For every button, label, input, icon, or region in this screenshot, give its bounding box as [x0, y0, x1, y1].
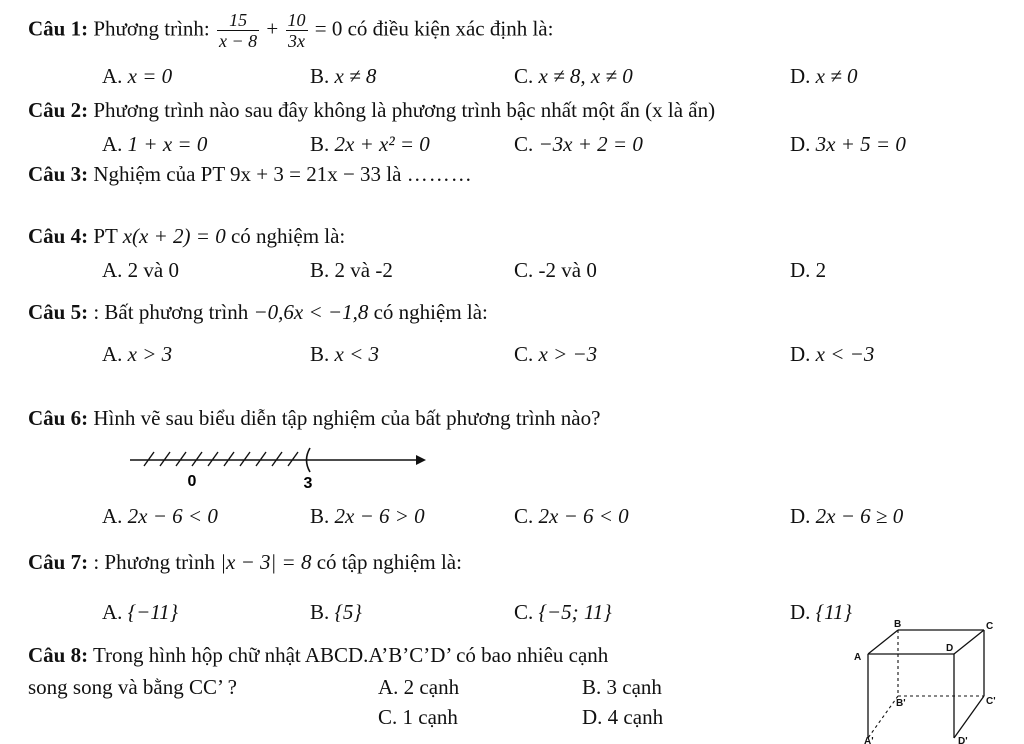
- question-3: [28, 162, 473, 186]
- answer-blank[interactable]: ………: [406, 162, 473, 186]
- q1-option-b[interactable]: B. x ≠ 8: [310, 64, 377, 88]
- arrow-head-icon: [416, 455, 426, 465]
- vertex-label-b-prime: B': [896, 698, 906, 709]
- question-5-tail: có nghiệm là:: [373, 300, 488, 324]
- vertex-label-d: D: [946, 643, 954, 654]
- question-2-label: Câu 2:: [28, 98, 89, 122]
- fraction-1-denominator: x − 8: [219, 31, 258, 51]
- fraction-1-numerator: 15: [217, 10, 259, 31]
- q7-option-c[interactable]: C. {−5; 11}: [514, 600, 612, 624]
- hatched-region: [144, 452, 298, 466]
- question-5-expression: −0,6x < −1,8: [253, 300, 369, 324]
- q6-option-c[interactable]: C. 2x − 6 < 0: [514, 504, 629, 528]
- q1-option-d[interactable]: D. x ≠ 0: [790, 64, 858, 88]
- question-3-label: Câu 3:: [28, 162, 89, 186]
- vertex-label-a: A: [854, 652, 862, 663]
- question-8-label: Câu 8:: [28, 643, 89, 667]
- number-line: [120, 440, 430, 496]
- q2-option-a[interactable]: A. 1 + x = 0: [102, 132, 208, 156]
- question-7: [28, 550, 462, 574]
- fraction-1: [217, 10, 259, 51]
- q4-option-c[interactable]: C. -2 và 0: [514, 258, 597, 282]
- question-7-tail: có tập nghiệm là:: [316, 550, 462, 574]
- vertex-label-c-prime: C': [986, 696, 996, 707]
- axis-label-three: 3: [303, 475, 313, 492]
- q2-option-d[interactable]: D. 3x + 5 = 0: [790, 132, 906, 156]
- question-3-text: Nghiệm của PT 9x + 3 = 21x − 33 là: [93, 162, 402, 186]
- q2-option-b[interactable]: B. 2x + x² = 0: [310, 132, 430, 156]
- question-5-text: : Bất phương trình: [93, 300, 249, 324]
- question-6-text: Hình vẽ sau biểu diễn tập nghiệm của bất phương trình nào?: [93, 406, 601, 430]
- question-5: [28, 300, 488, 324]
- question-4-tail: có nghiệm là:: [230, 224, 346, 248]
- q4-option-d[interactable]: D. 2: [790, 258, 827, 282]
- question-4-text: PT: [93, 224, 118, 248]
- question-4-expression: x(x + 2) = 0: [122, 224, 226, 248]
- question-7-text: : Phương trình: [93, 550, 216, 574]
- question-2: [28, 98, 715, 122]
- q5-option-c[interactable]: C. x > −3: [514, 342, 598, 366]
- question-4-label: Câu 4:: [28, 224, 89, 248]
- question-4: [28, 224, 345, 248]
- question-6: [28, 406, 600, 430]
- question-7-expression: |x − 3| = 8: [220, 550, 312, 574]
- q7-option-b[interactable]: B. {5}: [310, 600, 362, 624]
- plus-sign: +: [266, 16, 279, 41]
- question-8-text: Trong hình hộp chữ nhật ABCD.A’B’C’D’ có bao nhiêu cạnh: [92, 643, 609, 667]
- question-7-label: Câu 7:: [28, 550, 89, 574]
- equals-zero: = 0: [314, 16, 343, 41]
- question-8-line-2: song song và bằng CC’ ?: [28, 675, 238, 699]
- question-2-text: Phương trình nào sau đây không là phương trình bậc nhất một ẩn (x là ẩn): [93, 98, 716, 122]
- q1-option-a[interactable]: A. x = 0: [102, 64, 173, 88]
- q8-option-a[interactable]: A. 2 cạnh: [378, 675, 460, 699]
- question-6-label: Câu 6:: [28, 406, 89, 430]
- q7-option-d[interactable]: D. {11}: [790, 600, 852, 624]
- vertex-label-a-prime: A': [864, 736, 874, 744]
- q8-option-c[interactable]: C. 1 cạnh: [378, 705, 458, 729]
- q2-option-c[interactable]: C. −3x + 2 = 0: [514, 132, 643, 156]
- vertex-label-d-prime: D': [958, 736, 968, 744]
- vertex-label-c: C: [986, 621, 994, 632]
- fraction-2-numerator: 10: [287, 10, 306, 30]
- fraction-2: [286, 10, 308, 51]
- question-5-label: Câu 5:: [28, 300, 89, 324]
- question-1-text: Phương trình:: [93, 16, 210, 41]
- fraction-2-denominator: 3x: [288, 31, 305, 51]
- q6-option-b[interactable]: B. 2x − 6 > 0: [310, 504, 425, 528]
- q5-option-a[interactable]: A. x > 3: [102, 342, 173, 366]
- axis-label-zero: 0: [187, 473, 197, 490]
- q8-option-b[interactable]: B. 3 cạnh: [582, 675, 662, 699]
- question-1-label: Câu 1:: [28, 16, 89, 41]
- q4-option-a[interactable]: A. 2 và 0: [102, 258, 179, 282]
- q4-option-b[interactable]: B. 2 và -2: [310, 258, 393, 282]
- cuboid-figure: [846, 618, 1016, 744]
- vertex-label-b: B: [894, 619, 902, 630]
- q5-option-b[interactable]: B. x < 3: [310, 342, 380, 366]
- q7-option-a[interactable]: A. {−11}: [102, 600, 179, 624]
- q6-option-d[interactable]: D. 2x − 6 ≥ 0: [790, 504, 904, 528]
- q1-option-c[interactable]: C. x ≠ 8, x ≠ 0: [514, 64, 633, 88]
- q8-option-d[interactable]: D. 4 cạnh: [582, 705, 664, 729]
- question-8: [28, 643, 608, 667]
- q6-option-a[interactable]: A. 2x − 6 < 0: [102, 504, 218, 528]
- question-1: [28, 10, 553, 51]
- q5-option-d[interactable]: D. x < −3: [790, 342, 875, 366]
- question-1-tail: có điều kiện xác định là:: [347, 16, 554, 41]
